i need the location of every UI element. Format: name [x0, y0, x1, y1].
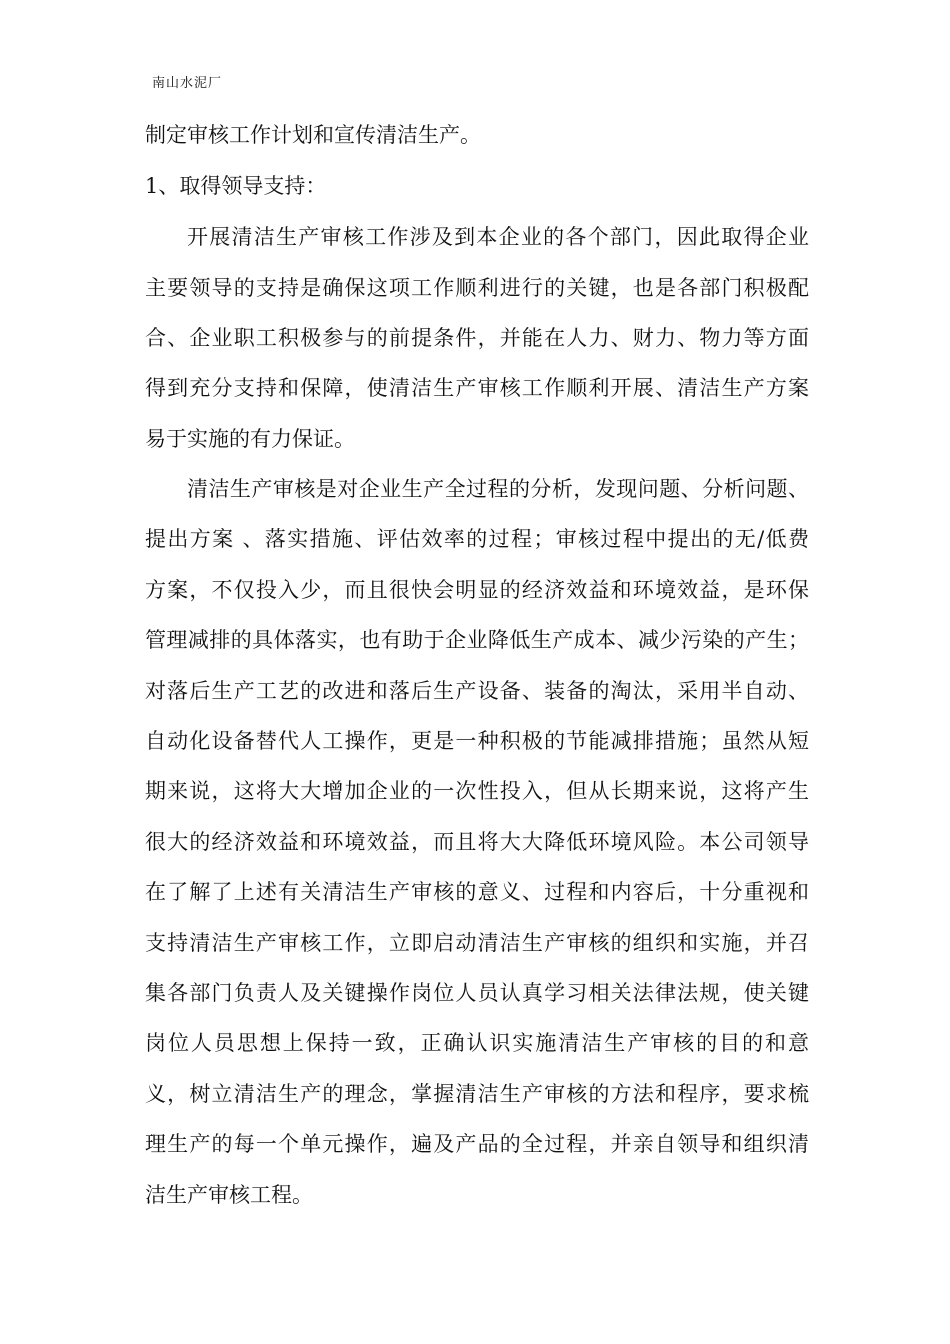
paragraph2-line: 义，树立清洁生产的理念，掌握清洁生产审核的方法和程序，要求梳	[145, 1082, 809, 1106]
paragraph2-line: 集各部门负责人及关键操作岗位人员认真学习相关法律法规，使关键	[145, 981, 809, 1005]
paragraph2-line: 在了解了上述有关清洁生产审核的意义、过程和内容后，十分重视和	[145, 880, 809, 904]
paragraph1-line: 开展清洁生产审核工作涉及到本企业的各个部门，因此取得企业	[187, 225, 809, 249]
paragraph2-line: 支持清洁生产审核工作，立即启动清洁生产审核的组织和实施，并召	[145, 931, 809, 955]
paragraph1-line: 得到充分支持和保障，使清洁生产审核工作顺利开展、清洁生产方案	[145, 376, 809, 400]
paragraph2-line: 自动化设备替代人工操作，更是一种积极的节能减排措施；虽然从短	[145, 729, 809, 753]
paragraph2-line: 管理减排的具体落实，也有助于企业降低生产成本、减少污染的产生；	[145, 628, 809, 652]
paragraph1-line: 合、企业职工积极参与的前提条件，并能在人力、财力、物力等方面	[145, 326, 809, 350]
intro-line: 制定审核工作计划和宣传清洁生产。	[145, 123, 481, 147]
paragraph2-line: 期来说，这将大大增加企业的一次性投入，但从长期来说，这将产生	[145, 779, 809, 803]
paragraph2-line: 很大的经济效益和环境效益，而且将大大降低环境风险。本公司领导	[145, 830, 809, 854]
paragraph1-line: 易于实施的有力保证。	[145, 427, 355, 451]
paragraph2-line: 岗位人员思想上保持一致，正确认识实施清洁生产审核的目的和意	[145, 1031, 809, 1055]
page-header-company: 南山水泥厂	[152, 76, 223, 91]
paragraph2-line: 对落后生产工艺的改进和落后生产设备、装备的淘汰，采用半自动、	[145, 679, 809, 703]
paragraph2-line: 方案，不仅投入少，而且很快会明显的经济效益和环境效益，是环保	[145, 578, 809, 602]
paragraph2-line: 清洁生产审核是对企业生产全过程的分析，发现问题、分析问题、	[187, 477, 809, 501]
paragraph2-line: 提出方案 、落实措施、评估效率的过程；审核过程中提出的无/低费	[145, 527, 809, 551]
paragraph2-line: 理生产的每一个单元操作，遍及产品的全过程，并亲自领导和组织清	[145, 1132, 809, 1156]
paragraph1-line: 主要领导的支持是确保这项工作顺利进行的关键，也是各部门积极配	[145, 276, 809, 300]
section-heading: 1、取得领导支持：	[145, 174, 327, 198]
paragraph2-line: 洁生产审核工程。	[145, 1183, 313, 1207]
